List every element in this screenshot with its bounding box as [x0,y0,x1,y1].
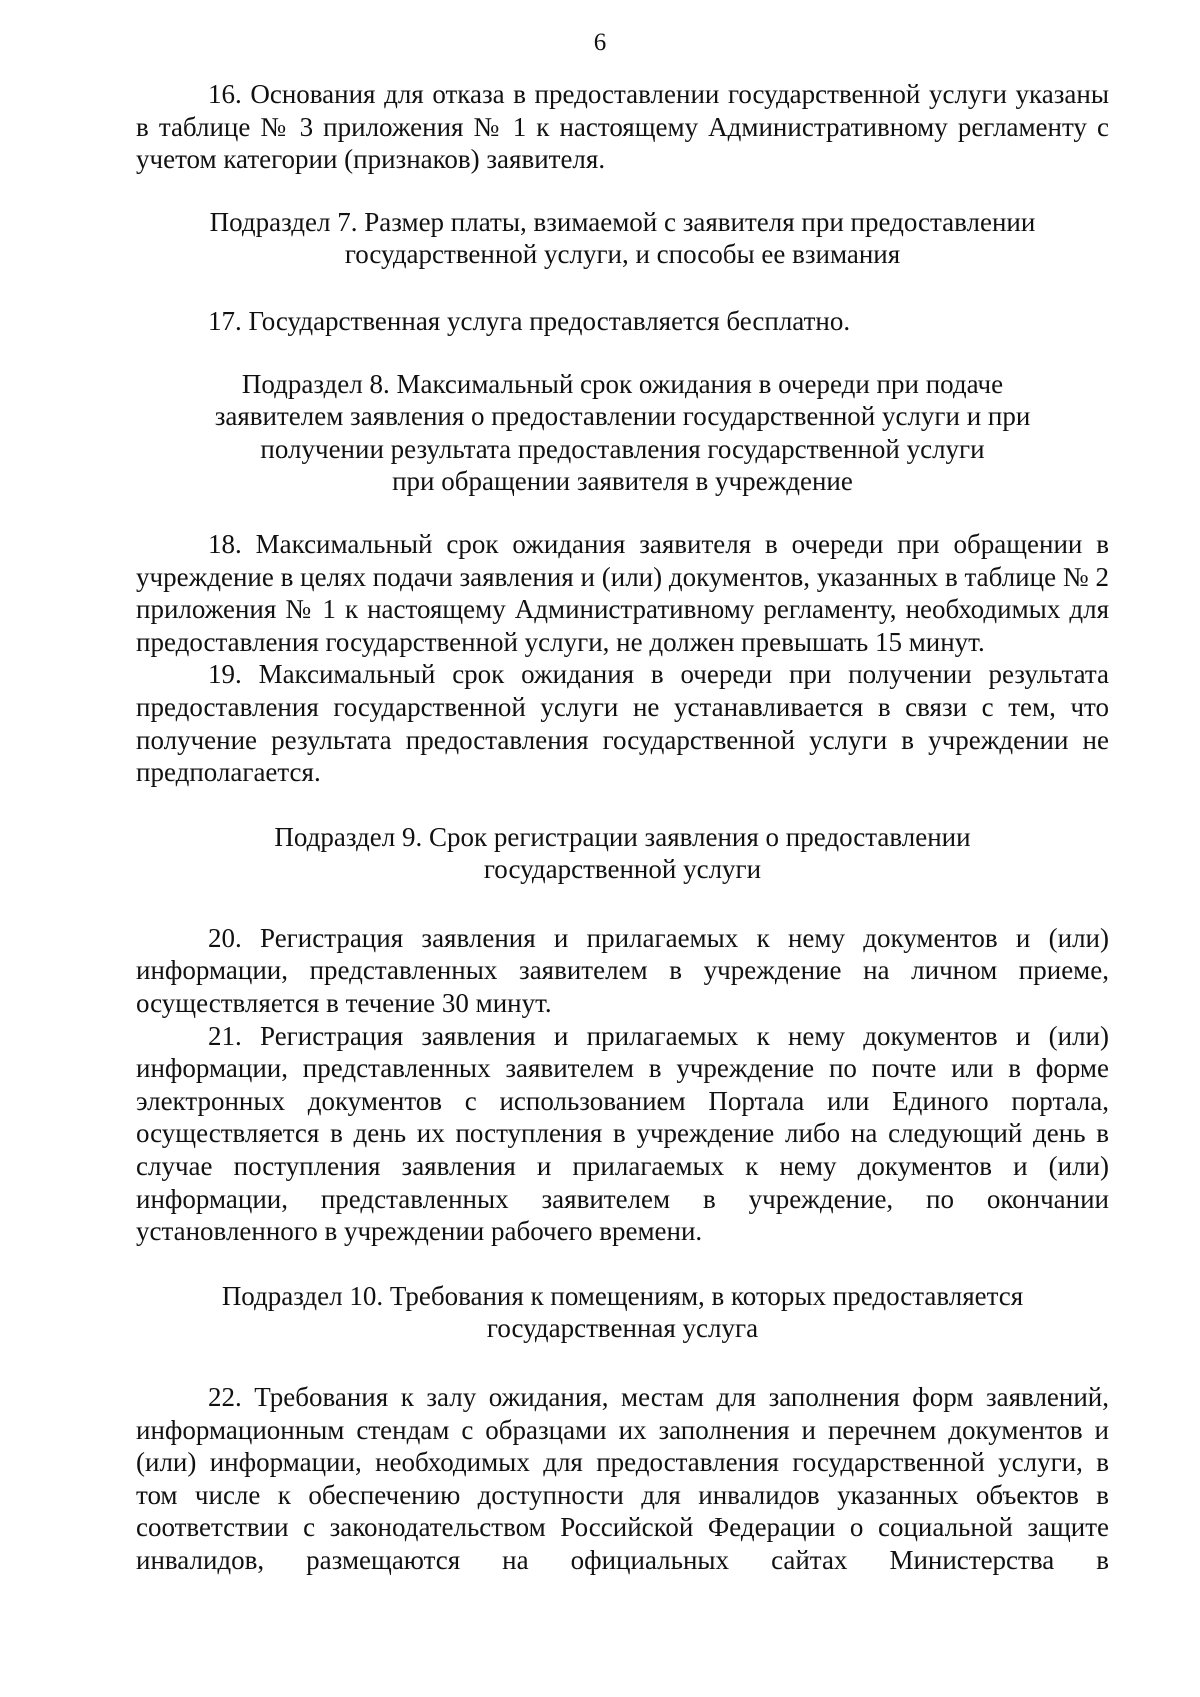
page-number: 6 [593,29,607,56]
heading-line: Подраздел 9. Срок регистрации заявления о предоставлении [274,821,971,852]
heading-line: Подраздел 7. Размер платы, взимаемой с заявителя при предоставлении [209,206,1036,237]
heading-line: получении результата предоставления государственной услуги [260,433,985,464]
paragraph-20: 20. Регистрация заявления и прилагаемых к нему документов и (или) информации, представленных заявителем в учреждение на личном приеме, осуществляется в течение 30 минут. [136,922,1109,1019]
heading-subsection-7 [136,206,1109,271]
heading-line: государственная услуга [486,1313,759,1344]
paragraph-22: 22. Требования к залу ожидания, местам для заполнения форм заявлений, информационным стендам с образцами их заполнения и перечнем документов и (или) информации, необходимых для предоставления государственной услуги, в том числе к обеспечению доступности для инвалидов указанных объектов в соответствии с законодательством Российской Федерации о социальной защите инвалидов, размещаются на официальных сайтах Министерства в [136,1382,1109,1575]
heading-line: Подраздел 8. Максимальный срок ожидания в очереди при подаче [241,368,1004,399]
heading-line: государственной услуги [483,854,762,885]
heading-line: государственной услуги, и способы ее взимания [344,239,901,270]
paragraph-21: 21. Регистрация заявления и прилагаемых к нему документов и (или) информации, представленных заявителем в учреждение по почте или в форме электронных документов с использованием Портала или Единого портала, осуществляется в день их поступления в учреждение либо на следующий день в случае поступления заявления и прилагаемых к нему документов и (или) информации, представленных заявителем в учреждение, по окончании установленного в учреждении рабочего времени. [136,1020,1109,1247]
heading-subsection-9 [136,821,1109,886]
heading-line: заявителем заявления о предоставлении государственной услуги и при [214,401,1031,432]
heading-subsection-8 [136,368,1109,498]
document-body [136,78,1109,1577]
paragraph-19: 19. Максимальный срок ожидания в очереди при получении результата предоставления государственной услуги не устанавливается в связи с тем, что получение результата предоставления государственной услуги в учреждении не предполагается. [136,659,1109,788]
paragraph-18: 18. Максимальный срок ожидания заявителя в очереди при обращении в учреждение в целях подачи заявления и (или) документов, указанных в таблице № 2 приложения № 1 к настоящему Административному регламенту, необходимых для предоставления государственной услуги, не должен превышать 15 минут. [136,528,1109,657]
heading-line: при обращении заявителя в учреждение [392,466,853,497]
paragraph-17: 17. Государственная услуга предоставляется бесплатно. [208,305,851,336]
heading-line: Подраздел 10. Требования к помещениям, в которых предоставляется [221,1280,1024,1311]
heading-subsection-10 [136,1280,1109,1345]
paragraph-16: 16. Основания для отказа в предоставлении государственной услуги указаны в таблице № 3 приложения № 1 к настоящему Административному регламенту с учетом категории (признаков) заявителя. [136,79,1109,175]
